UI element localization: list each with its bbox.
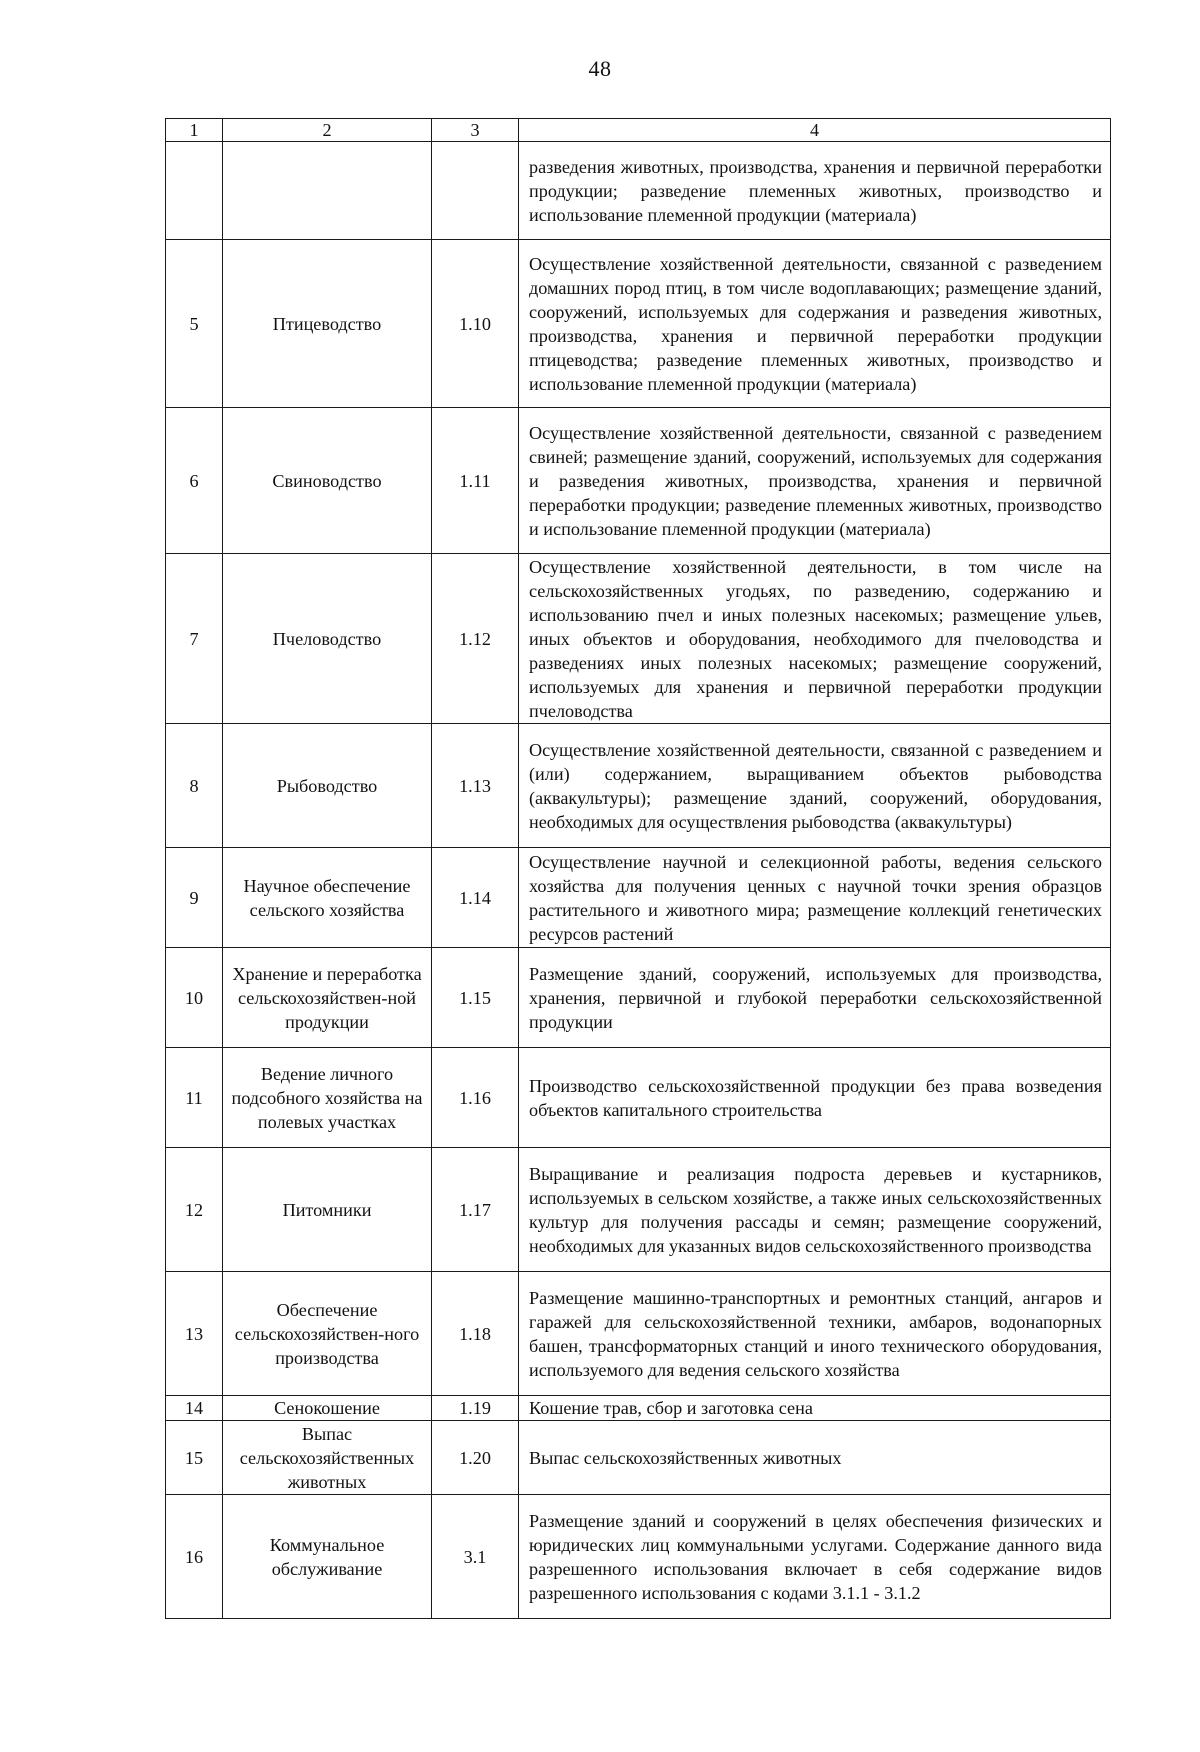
table-row bbox=[166, 1421, 1111, 1495]
empty-cell bbox=[223, 142, 432, 240]
continuation-description: разведения животных, производства, хранения и первичной переработки продукции; разведение племенных животных, производство и использование племенной продукции (материала) bbox=[519, 142, 1111, 240]
row-number: 5 bbox=[166, 240, 223, 408]
header-col-4: 4 bbox=[519, 119, 1111, 142]
use-type-code: 1.10 bbox=[432, 240, 519, 408]
use-type-code: 1.20 bbox=[432, 1421, 519, 1495]
use-type-name: Научное обеспечение сельского хозяйства bbox=[223, 848, 432, 948]
use-type-name: Питомники bbox=[223, 1148, 432, 1272]
use-type-name: Выпас сельскохозяйственных животных bbox=[223, 1421, 432, 1495]
table-row bbox=[166, 848, 1111, 948]
empty-cell bbox=[432, 142, 519, 240]
use-type-code: 1.11 bbox=[432, 408, 519, 554]
table-row bbox=[166, 724, 1111, 848]
use-type-description: Осуществление хозяйственной деятельности, связанной с разведением свиней; размещение зданий, сооружений, используемых для содержания и разведения животных, производства, хранения и первичной переработки продукции; разведение племенных животных, производство и использование племенной продукции (материала) bbox=[519, 408, 1111, 554]
row-number: 9 bbox=[166, 848, 223, 948]
use-type-name: Пчеловодство bbox=[223, 554, 432, 724]
land-use-table bbox=[165, 118, 1111, 1619]
use-type-description: Осуществление хозяйственной деятельности, связанной с разведением и (или) содержанием, выращиванием объектов рыбоводства (аквакультуры); размещение зданий, сооружений, оборудования, необходимых для осуществления рыбоводства (аквакультуры) bbox=[519, 724, 1111, 848]
use-type-name: Обеспечение сельскохозяйствен-ного производства bbox=[223, 1272, 432, 1396]
header-col-3: 3 bbox=[432, 119, 519, 142]
use-type-code: 1.18 bbox=[432, 1272, 519, 1396]
use-type-name: Свиноводство bbox=[223, 408, 432, 554]
row-number: 8 bbox=[166, 724, 223, 848]
row-number: 15 bbox=[166, 1421, 223, 1495]
table-row bbox=[166, 240, 1111, 408]
row-number: 13 bbox=[166, 1272, 223, 1396]
use-type-code: 1.14 bbox=[432, 848, 519, 948]
use-type-description: Осуществление хозяйственной деятельности, в том числе на сельскохозяйственных угодьях, по разведению, содержанию и использованию пчел и иных полезных насекомых; размещение ульев, иных объектов и оборудования, необходимого для пчеловодства и разведениях иных полезных насекомых; размещение сооружений, используемых для хранения и первичной переработки продукции пчеловодства bbox=[519, 554, 1111, 724]
empty-cell bbox=[166, 142, 223, 240]
table-row bbox=[166, 1396, 1111, 1421]
use-type-name: Птицеводство bbox=[223, 240, 432, 408]
table-row bbox=[166, 1495, 1111, 1619]
use-type-description: Осуществление хозяйственной деятельности, связанной с разведением домашних пород птиц, в том числе водоплавающих; размещение зданий, сооружений, используемых для содержания и разведения животных, производства, хранения и первичной переработки продукции птицеводства; разведение племенных животных, производство и использование племенной продукции (материала) bbox=[519, 240, 1111, 408]
use-type-description: Размещение зданий, сооружений, используемых для производства, хранения, первичной и глубокой переработки сельскохозяйственной продукции bbox=[519, 948, 1111, 1048]
row-number: 7 bbox=[166, 554, 223, 724]
header-col-2: 2 bbox=[223, 119, 432, 142]
table-row bbox=[166, 408, 1111, 554]
table-row bbox=[166, 1148, 1111, 1272]
use-type-description: Выращивание и реализация подроста деревьев и кустарников, используемых в сельском хозяйстве, а также иных сельскохозяйственных культур для получения рассады и семян; размещение сооружений, необходимых для указанных видов сельскохозяйственного производства bbox=[519, 1148, 1111, 1272]
table-header-row bbox=[166, 119, 1111, 142]
use-type-code: 1.17 bbox=[432, 1148, 519, 1272]
row-number: 10 bbox=[166, 948, 223, 1048]
header-col-1: 1 bbox=[166, 119, 223, 142]
use-type-code: 1.19 bbox=[432, 1396, 519, 1421]
use-type-code: 1.12 bbox=[432, 554, 519, 724]
use-type-name: Коммунальное обслуживание bbox=[223, 1495, 432, 1619]
table-row bbox=[166, 948, 1111, 1048]
page-number: 48 bbox=[588, 56, 612, 81]
row-number: 16 bbox=[166, 1495, 223, 1619]
use-type-code: 1.13 bbox=[432, 724, 519, 848]
use-type-description: Производство сельскохозяйственной продукции без права возведения объектов капитального строительства bbox=[519, 1048, 1111, 1148]
table-row bbox=[166, 1272, 1111, 1396]
row-number: 14 bbox=[166, 1396, 223, 1421]
use-type-code: 1.16 bbox=[432, 1048, 519, 1148]
use-type-description: Выпас сельскохозяйственных животных bbox=[519, 1421, 1111, 1495]
table-row bbox=[166, 554, 1111, 724]
use-type-description: Размещение машинно-транспортных и ремонтных станций, ангаров и гаражей для сельскохозяйственной техники, амбаров, водонапорных башен, трансформаторных станций и иного технического оборудования, используемого для ведения сельского хозяйства bbox=[519, 1272, 1111, 1396]
use-type-description: Размещение зданий и сооружений в целях обеспечения физических и юридических лиц коммунальными услугами. Содержание данного вида разрешенного использования включает в себя содержание видов разрешенного использования с кодами 3.1.1 - 3.1.2 bbox=[519, 1495, 1111, 1619]
use-type-description: Осуществление научной и селекционной работы, ведения сельского хозяйства для получения ценных с научной точки зрения образцов растительного и животного мира; размещение коллекций генетических ресурсов растений bbox=[519, 848, 1111, 948]
use-type-name: Рыбоводство bbox=[223, 724, 432, 848]
table-row-continuation bbox=[166, 142, 1111, 240]
use-type-name: Ведение личного подсобного хозяйства на полевых участках bbox=[223, 1048, 432, 1148]
table-row bbox=[166, 1048, 1111, 1148]
use-type-name: Хранение и переработка сельскохозяйствен-ной продукции bbox=[223, 948, 432, 1048]
use-type-description: Кошение трав, сбор и заготовка сена bbox=[519, 1396, 1111, 1421]
row-number: 12 bbox=[166, 1148, 223, 1272]
row-number: 6 bbox=[166, 408, 223, 554]
use-type-code: 1.15 bbox=[432, 948, 519, 1048]
row-number: 11 bbox=[166, 1048, 223, 1148]
use-type-name: Сенокошение bbox=[223, 1396, 432, 1421]
use-type-code: 3.1 bbox=[432, 1495, 519, 1619]
